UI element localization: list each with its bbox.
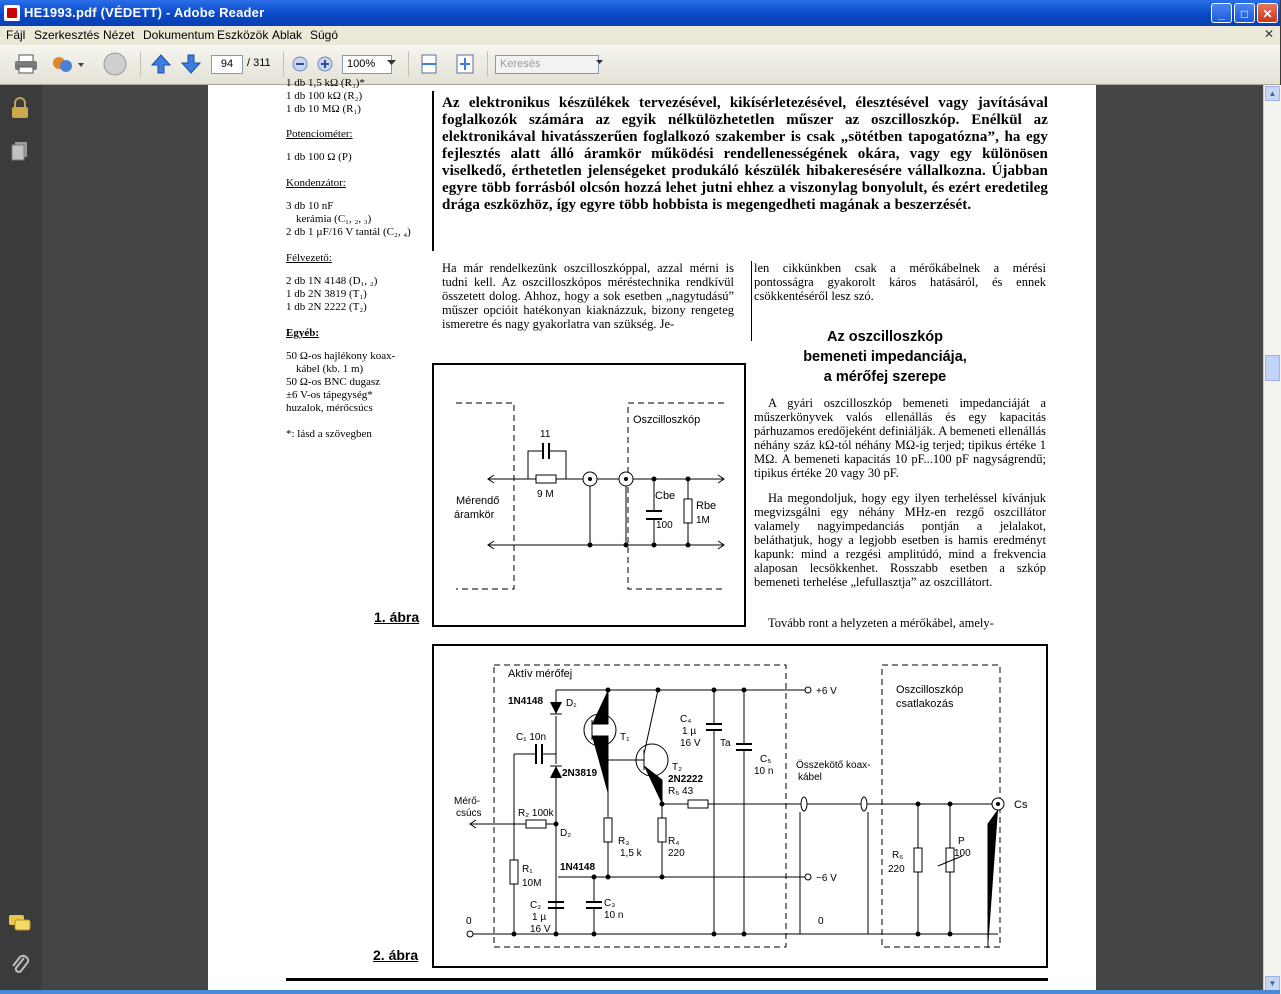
fig2-t1: T₁ bbox=[620, 732, 630, 743]
menu-window[interactable]: Ablak bbox=[272, 28, 303, 42]
collaborate-icon[interactable] bbox=[50, 53, 84, 75]
parts-resistor-3: 1 db 10 MΩ (R₁) bbox=[286, 103, 361, 115]
parts-semi-item-3: 1 db 2N 2222 (T₂) bbox=[286, 301, 367, 313]
fig2-c3: C₃ bbox=[604, 898, 616, 909]
fig2-zero-left: 0 bbox=[466, 916, 472, 927]
fig1-cbe-label: Cbe bbox=[655, 490, 676, 502]
fig2-d1: D₁ bbox=[566, 698, 577, 709]
fig2-vplus: +6 V bbox=[816, 686, 837, 697]
parts-pot-heading: Potenciométer: bbox=[286, 128, 353, 140]
parts-semi-item-2: 1 db 2N 3819 (T₁) bbox=[286, 288, 367, 300]
fig2-vminus: −6 V bbox=[816, 873, 837, 884]
fig2-zero-right: 0 bbox=[818, 916, 824, 927]
section-heading-line-3: a mérőfej szerepe bbox=[823, 369, 947, 385]
parts-cap-item-3: 2 db 1 µF/16 V tantál (C₂, ₄) bbox=[286, 226, 411, 238]
menu-edit[interactable]: Szerkesztés bbox=[34, 28, 100, 42]
search-dropdown-icon[interactable] bbox=[596, 60, 603, 65]
section-heading-line-1: Az oszcilloszkóp bbox=[826, 329, 944, 345]
fig2-t2: T₂ bbox=[672, 762, 682, 773]
menu-help[interactable]: Súgó bbox=[310, 28, 339, 42]
close-button[interactable]: ✕ bbox=[1257, 3, 1278, 23]
parts-resistor-1: 1 db 1,5 kΩ (R₃)* bbox=[286, 77, 365, 89]
scroll-down-button[interactable]: ▼ bbox=[1265, 976, 1280, 991]
body-col2: len cikkünkben csak a mérőkábelnek a mérési pontosságra gyakorolt káros hatásáról, és ennek csökkentéséről lesz szó. bbox=[754, 261, 1046, 303]
fig2-r2: R₂ 100k bbox=[518, 808, 554, 819]
figure-2-diagram bbox=[432, 644, 1049, 969]
search-input[interactable]: Keresés bbox=[495, 55, 599, 74]
fig2-r6: R₆ bbox=[892, 850, 904, 861]
fig2-tip-label-2: csúcs bbox=[456, 808, 482, 819]
previous-page-icon[interactable] bbox=[150, 53, 172, 75]
fig2-r3-value: 1,5 k bbox=[620, 848, 642, 859]
parts-pot-item: 1 db 100 Ω (P) bbox=[286, 151, 352, 163]
parts-cap-heading: Kondenzátor: bbox=[286, 177, 346, 189]
maximize-button[interactable]: □ bbox=[1234, 3, 1255, 23]
fig2-t2-type: 2N2222 bbox=[668, 774, 704, 785]
figure-2-caption: 2. ábra bbox=[373, 947, 419, 963]
fig1-circuit-label-1: Mérendő bbox=[456, 495, 500, 507]
fig2-r6-value: 220 bbox=[888, 864, 905, 875]
menu-bar bbox=[0, 26, 1280, 45]
fig2-r4: R₄ bbox=[668, 836, 680, 847]
close-document-button[interactable]: ✕ bbox=[1263, 27, 1274, 41]
fit-page-icon[interactable] bbox=[454, 53, 476, 75]
lead-rule bbox=[432, 91, 434, 251]
zoom-dropdown-icon[interactable] bbox=[387, 60, 396, 66]
fig2-scope-label-2: csatlakozás bbox=[896, 698, 954, 710]
figure-1-caption: 1. ábra bbox=[374, 609, 420, 625]
fig1-rbe-label: Rbe bbox=[696, 500, 717, 512]
scroll-up-button[interactable]: ▲ bbox=[1265, 86, 1280, 101]
lead-paragraph: Az elektronikus készülékek tervezésével, kikísérletezésével, élesztésével vagy javításával foglalkozók számára az egyik nélkülözhetetlen műszer az oszcilloszkóp. Enélkül az elektronikával hivatásszerűen foglalkozó szakember is csak „sötétben tapogatózna”, ha egy fejlesztés alatt álló áramkör működési rendellenességének okára, vagy egy különösen viselkedő, érthetetlen jelenségeket produkáló készülék hibakeresésére vállalkozna. Újabban egyre több forrásból olcsón hozzá lehet jutni ehhez a viszonylag bonyolult, és ezért eredetileg drága eszközhöz, így egyre több hobbista is megengedheti magának a beszerzését. bbox=[442, 95, 1048, 213]
fit-width-icon[interactable] bbox=[419, 53, 439, 75]
fig2-t1-type: 2N3819 bbox=[562, 768, 598, 779]
column-rule bbox=[751, 261, 752, 341]
fig1-cbe-value: 100 bbox=[656, 520, 673, 531]
parts-resistor-2: 1 db 100 kΩ (R₂) bbox=[286, 90, 363, 102]
window-title: HE1993.pdf (VÉDETT) - Adobe Reader bbox=[24, 5, 265, 20]
bottom-edge bbox=[0, 990, 1280, 994]
pdf-app-icon bbox=[4, 5, 20, 21]
parts-other-item-3: 50 Ω-os BNC dugasz bbox=[286, 376, 381, 388]
fig1-res-value: 9 M bbox=[537, 489, 554, 500]
navigation-panel bbox=[0, 85, 43, 994]
fig2-c2: C₂ bbox=[530, 900, 542, 911]
minimize-button[interactable]: _ bbox=[1211, 3, 1232, 23]
body-col1: Ha már rendelkezünk oszcilloszkóppal, azzal mérni is tudni kell. Az oszcilloszkópos méréstechnika rendkívül összetett dolog. Ahhoz, hogy a sok esetben „nagytudású” műszer opcióit hatékonyan kiaknázzuk, bizony rengeteg ismeretre és nagy gyakorlatra van szükség. Je- bbox=[442, 261, 734, 331]
fig2-p-value: 100 bbox=[954, 848, 971, 859]
fig1-rbe-value: 1M bbox=[696, 515, 710, 526]
fig2-c5: C₅ bbox=[760, 754, 772, 765]
parts-semi-heading: Félvezető: bbox=[286, 252, 332, 264]
parts-other-heading: Egyéb: bbox=[286, 327, 319, 339]
parts-semi-item-1: 2 db 1N 4148 (D₁, ₂) bbox=[286, 275, 378, 287]
section-heading bbox=[783, 327, 987, 387]
parts-other-item-1: 50 Ω-os hajlékony koax- bbox=[286, 350, 396, 362]
fig2-d1-type: 1N4148 bbox=[508, 696, 544, 707]
figure-1-diagram bbox=[432, 363, 746, 628]
parts-cap-item-1: 3 db 10 nF bbox=[286, 200, 334, 212]
fig2-c5-value: 10 n bbox=[754, 766, 774, 777]
fig2-cs: Cs bbox=[1014, 799, 1028, 811]
page-bottom-rule bbox=[286, 978, 1048, 981]
zoom-in-icon[interactable] bbox=[317, 56, 333, 72]
vertical-scrollbar[interactable] bbox=[1263, 85, 1281, 994]
menu-file[interactable]: Fájl bbox=[6, 28, 26, 42]
fig2-p: P bbox=[958, 836, 965, 847]
fig2-c4-value: 1 µ bbox=[682, 726, 697, 737]
lock-icon[interactable] bbox=[10, 97, 30, 119]
hand-tool-icon[interactable] bbox=[100, 51, 130, 77]
parts-other-item-4: ±6 V-os tápegység* bbox=[286, 389, 373, 401]
zoom-level-select[interactable]: 100% bbox=[342, 55, 392, 74]
fig2-c3-value: 10 n bbox=[604, 910, 624, 921]
menu-view[interactable]: Nézet bbox=[103, 28, 135, 42]
body-para3: Tovább ront a helyzeten a mérőkábel, amely- bbox=[768, 616, 994, 630]
fig2-probe-label: Aktív mérőfej bbox=[508, 668, 573, 680]
fig2-d2-type: 1N4148 bbox=[560, 862, 596, 873]
fig2-c4: C₄ bbox=[680, 714, 692, 725]
fig2-coax-label-2: kábel bbox=[798, 772, 822, 783]
fig2-scope-label-1: Oszcilloszkóp bbox=[896, 684, 964, 696]
page-count: / 311 bbox=[247, 57, 271, 69]
parts-other-item-5: huzalok, mérőcsúcs bbox=[286, 402, 373, 414]
pdf-page bbox=[208, 77, 1096, 990]
fig2-r4-value: 220 bbox=[668, 848, 685, 859]
fig2-c1: C₁ 10n bbox=[516, 732, 547, 743]
fig2-r3: R₃ bbox=[618, 836, 630, 847]
section-heading-line-2: bemeneti impedanciája, bbox=[803, 349, 967, 365]
parts-cap-item-2: kerámia (C₁, ₂, ₃) bbox=[296, 213, 372, 225]
parts-list bbox=[286, 77, 426, 441]
fig2-coax-label-1: Összekötő koax- bbox=[796, 760, 871, 771]
comments-icon[interactable] bbox=[8, 913, 32, 933]
fig2-c2-voltage: 16 V bbox=[530, 924, 551, 935]
fig2-d2: D₂ bbox=[560, 828, 572, 839]
fig2-tip-label-1: Mérő- bbox=[454, 796, 481, 807]
parts-note: *: lásd a szövegben bbox=[286, 428, 372, 440]
fig2-c4-voltage: 16 V bbox=[680, 738, 701, 749]
fig2-r5: R₅ 43 bbox=[668, 786, 694, 797]
next-page-icon[interactable] bbox=[180, 53, 202, 75]
pages-icon[interactable] bbox=[10, 140, 30, 162]
fig1-cap-value: 11 bbox=[540, 429, 551, 440]
fig2-r1-value: 10M bbox=[522, 878, 542, 889]
fig2-tantal: Ta bbox=[720, 738, 731, 749]
scroll-thumb[interactable] bbox=[1265, 355, 1280, 381]
zoom-out-icon[interactable] bbox=[292, 56, 308, 72]
menu-document[interactable]: Dokumentum bbox=[143, 28, 215, 42]
fig1-circuit-label-2: áramkör bbox=[454, 509, 495, 521]
fig2-c2-value: 1 µ bbox=[532, 912, 547, 923]
parts-other-item-2: kábel (kb. 1 m) bbox=[296, 363, 364, 375]
body-para1: A gyári oszcilloszkóp bemeneti impedanciáját a műszerkönyvek valós ellenállás és egy kapacitás párhuzamos eredőjeként definiálják. A bemeneti ellenállás néhány száz kΩ-tól néhány MΩ-ig terjed; tipikus értéke 1 MΩ. A bemeneti kapacitás 10 pF...100 pF nagyságrendű; tipikus értéke 20 vagy 30 pF. bbox=[754, 396, 1046, 480]
attachments-icon[interactable] bbox=[9, 953, 31, 977]
page-number-input[interactable]: 94 bbox=[211, 55, 243, 74]
print-icon[interactable] bbox=[13, 53, 39, 75]
toolbar bbox=[0, 45, 1280, 85]
fig1-scope-label: Oszcilloszkóp bbox=[633, 414, 701, 426]
body-para2: Ha megondoljuk, hogy egy ilyen terheléssel kívánjuk megvizsgálni egy néhány MHz-en rezgő oszcillátor valamely nagyimpedanciás pontján a jelalakot, beláthatjuk, hogy a legjobb esetben is hamis eredményt kapunk: mind a rezgési amplitúdó, mind a frekvencia alaposan lecsökkenhet. Rosszabb esetben a szkóp bemeneti terhelése „lefullasztja” az oszcillátort. bbox=[754, 491, 1046, 589]
fig2-r1: R₁ bbox=[522, 864, 533, 875]
title-bar bbox=[0, 0, 1280, 26]
menu-tools[interactable]: Eszközök bbox=[217, 28, 269, 42]
